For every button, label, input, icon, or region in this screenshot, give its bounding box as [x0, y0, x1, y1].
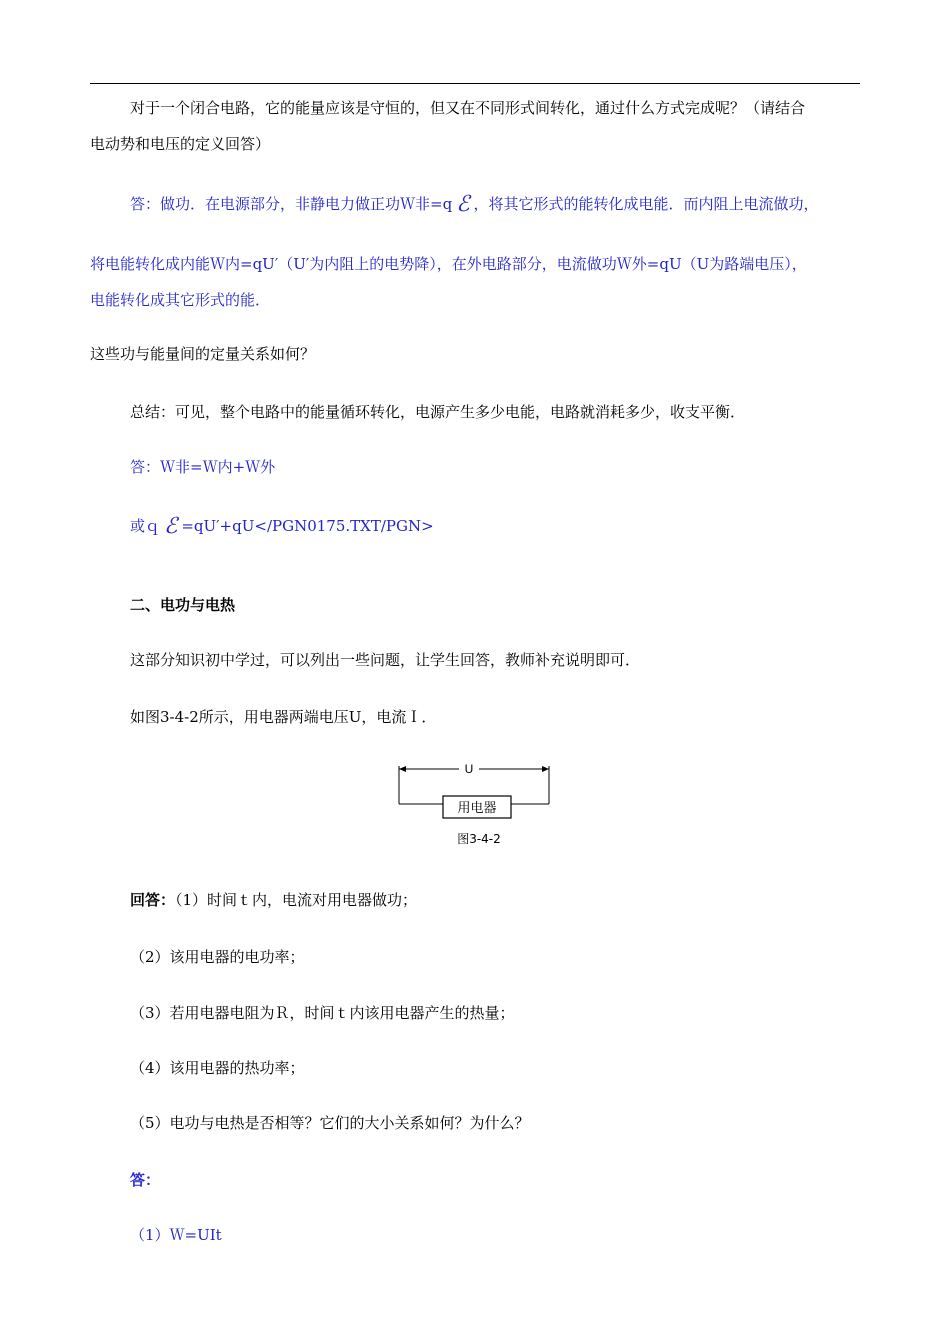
answer-energy-sum: 答：Ｗ非=Ｗ内+Ｗ外 — [130, 458, 276, 476]
header-rule — [90, 83, 860, 84]
answer-heading: 答： — [130, 1171, 161, 1189]
section-paragraph-1: 这部分知识初中学过，可以列出一些问题，让学生回答，教师补充说明即可． — [130, 651, 641, 669]
device-label: 用电器 — [457, 801, 497, 816]
answer-line-1-post: ，将其它形式的能转化成电能．而内阻上电流做功， — [473, 195, 819, 213]
question-2: 这些功与能量间的定量关系如何？ — [90, 345, 316, 363]
paragraph-question-1a: 对于一个闭合电路，它的能量应该是守恒的，但又在不同形式间转化，通过什么方式完成呢？（请结合 — [130, 99, 806, 117]
emf-symbol: ℰ — [456, 192, 470, 217]
paragraph-question-1b: 电动势和电压的定义回答） — [90, 135, 271, 153]
question-item-2: （2）该用电器的电功率； — [130, 948, 305, 966]
or-pre: 或ｑ — [130, 517, 161, 535]
answer-item-1: （1）Ｗ=UIt — [130, 1226, 222, 1244]
voltage-label: U — [464, 762, 474, 776]
emf-symbol-2: ℰ — [164, 514, 178, 539]
section-paragraph-2: 如图3-4-2所示，用电器两端电压U，电流Ｉ． — [130, 708, 437, 726]
huida-line — [130, 889, 417, 911]
question-item-3: （3）若用电器电阻为Ｒ，时间ｔ内该用电器产生的热量； — [130, 1004, 515, 1022]
huida-label: 回答： — [130, 891, 176, 909]
huida-item-1: （1）时间ｔ内，电流对用电器做功； — [175, 891, 418, 909]
section-heading: 二、电功与电热 — [130, 596, 236, 614]
summary: 总结：可见，整个电路中的能量循环转化，电源产生多少电能，电路就消耗多少，收支平衡． — [130, 403, 746, 421]
question-item-5: （5）电功与电热是否相等？它们的大小关系如何？为什么？ — [130, 1114, 530, 1132]
answer-line-1 — [130, 193, 819, 216]
or-post: =qU′+qU</PGN0175.TXT/PGN> — [181, 517, 434, 535]
arrowhead-right — [542, 766, 549, 772]
answer-line-1-pre: 答：做功．在电源部分，非静电力做正功Ｗ非=q — [130, 195, 453, 213]
answer-line-3: 电能转化成其它形式的能． — [90, 291, 271, 309]
arrowhead-left — [399, 766, 406, 772]
figure-caption: 图3-4-2 — [457, 832, 501, 846]
question-item-4: （4）该用电器的热功率； — [130, 1059, 305, 1077]
answer-line-2: 将电能转化成内能Ｗ内=qU′（U′为内阻上的电势降），在外电路部分，电流做功Ｗ外=qU（U为路端电压）， — [90, 255, 807, 273]
answer-or-line — [130, 515, 434, 538]
circuit-figure — [395, 758, 555, 853]
